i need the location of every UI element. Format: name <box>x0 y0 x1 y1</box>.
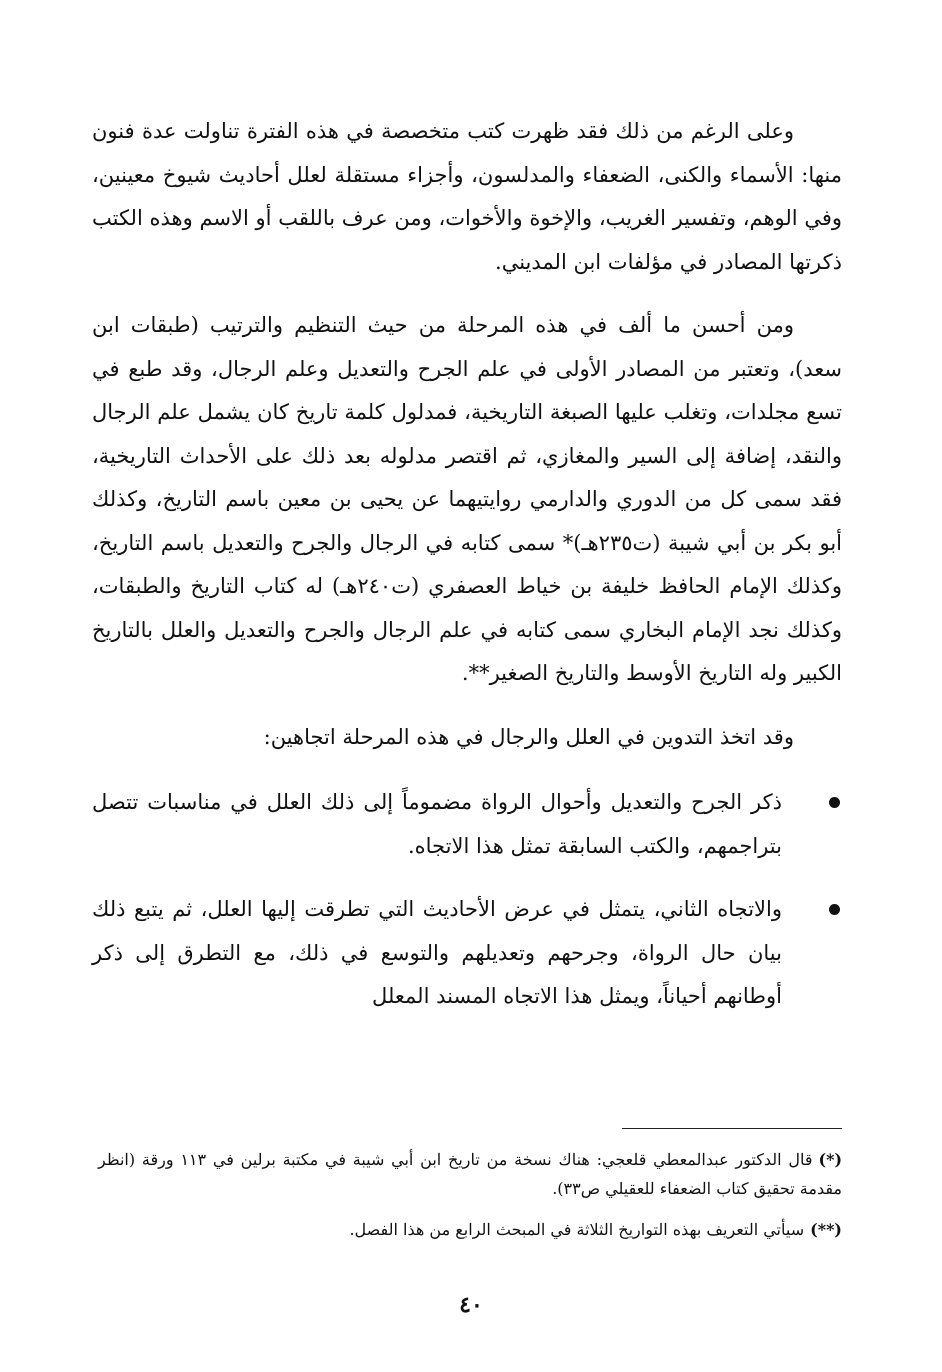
footnote-2 <box>98 1215 842 1244</box>
paragraph-2: ومن أحسن ما ألف في هذه المرحلة من حيث التنظيم والترتيب (طبقات ابن سعد)، وتعتبر من المصادر الأولى في علم الجرح والتعديل وعلم الرجال، وقد طبع في تسع مجلدات، وتغلب عليها الصبغة التاريخية، فمدلول كلمة تاريخ كان يشمل علم الرجال والنقد، إضافة إلى السير والمغازي، ثم اقتصر مدلوله بعد ذلك على الأحداث التاريخية، فقد سمى كل من الدوري والدارمي روايتيهما عن يحيى بن معين باسم التاريخ، وكذلك أبو بكر بن أبي شيبة (ت٢٣٥هـ)* سمى كتابه في الرجال والجرح والتعديل باسم التاريخ، وكذلك الإمام الحافظ خليفة بن خياط العصفري (ت٢٤٠هـ) له كتاب التاريخ والطبقات، وكذلك نجد الإمام البخاري سمى كتابه في علم الرجال والجرح والتعديل والعلل بالتاريخ الكبير وله التاريخ الأوسط والتاريخ الصغير**. <box>92 313 843 685</box>
bullet-list <box>92 781 842 1019</box>
footnotes <box>98 1145 842 1256</box>
footnote-text: قال الدكتور عبدالمعطي قلعجي: هناك نسخة من تاريخ ابن أبي شيبة في مكتبة برلين في ١١٣ ورقة (انظر مقدمة تحقيق كتاب الضعفاء للعقيلي ص٣٣). <box>98 1150 842 1198</box>
footnote-divider <box>622 1128 842 1129</box>
bullet-text: ذكر الجرح والتعديل وأحوال الرواة مضموماً إلى ذلك العلل في مناسبات تتصل بتراجمهم، والكتب السابقة تمثل هذا الاتجاه. <box>92 790 782 858</box>
paragraph-3: وقد اتخذ التدوين في العلل والرجال في هذه المرحلة اتجاهين: <box>263 724 794 749</box>
footnote-marker: (*) <box>818 1150 843 1169</box>
page-number: ٤٠ <box>459 1292 483 1318</box>
footnote-1 <box>98 1145 842 1203</box>
main-text <box>92 110 842 1039</box>
bullet-item-2 <box>92 888 842 1019</box>
bullet-icon <box>829 797 840 808</box>
bullet-icon <box>829 904 840 915</box>
bullet-text: والاتجاه الثاني، يتمثل في عرض الأحاديث التي تطرقت إليها العلل، ثم يتبع ذلك بيان حال الرواة، وجرحهم وتعديلهم والتوسع في ذلك، مع التطرق إلى ذكر أوطانهم أحياناً، ويمثل هذا الاتجاه المسند المعلل <box>92 897 782 1008</box>
bullet-item-1 <box>92 781 842 868</box>
footnote-text: سيأتي التعريف بهذه التواريخ الثلاثة في المبحث الرابع من هذا الفصل. <box>349 1220 805 1239</box>
paragraph-1: وعلى الرغم من ذلك فقد ظهرت كتب متخصصة في هذه الفترة تناولت عدة فنون منها: الأسماء والكنى، الضعفاء والمدلسون، وأجزاء مستقلة لعلل أحاديث شيوخ معينين، وفي الوهم، وتفسير الغريب، والإخوة والأخوات، ومن عرف باللقب أو الاسم وهذه الكتب ذكرتها المصادر في مؤلفات ابن المديني. <box>92 119 842 274</box>
footnote-marker: (**) <box>810 1220 842 1239</box>
